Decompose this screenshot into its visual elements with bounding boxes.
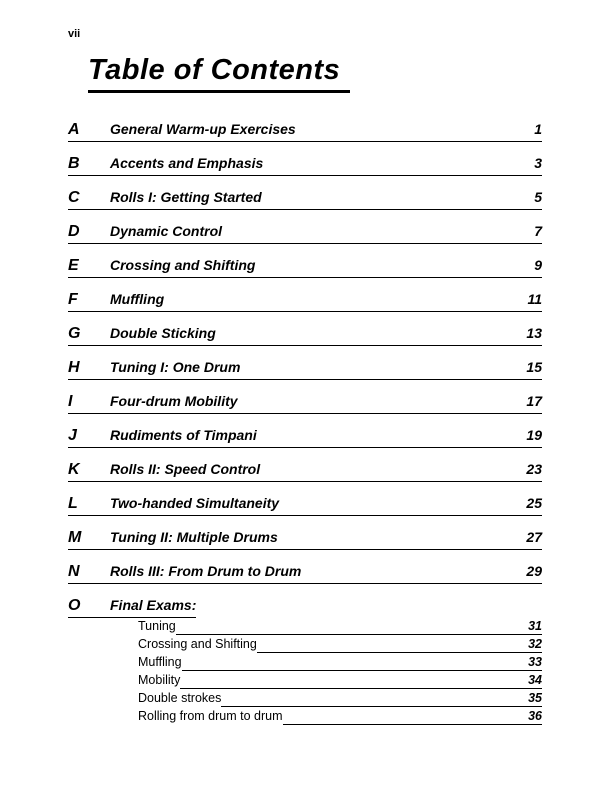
toc-entry-row [68,358,542,380]
toc-entry-letter: D [68,223,80,240]
toc-entry-row [68,290,542,312]
toc-subentry-leader-line [283,709,529,725]
toc-entry-title: Four-drum Mobility [110,393,238,409]
page-title: Table of Contents [88,54,350,93]
toc-entry-title: Final Exams: [110,597,197,613]
toc-subentry-title: Mobility [138,673,181,687]
toc-entry-page-number: 7 [534,223,542,239]
toc-entry-letter: H [68,359,80,376]
toc-entry-letter: K [68,461,80,478]
toc-entry-page-number: 9 [534,257,542,273]
toc-entry-title: Crossing and Shifting [110,257,256,273]
toc-entry-letter: M [68,529,82,546]
toc-subentry-row [138,619,542,635]
toc-entry-page-number: 3 [534,155,542,171]
toc-subentry-page-number: 33 [528,655,542,669]
toc-subentry-page-number: 35 [528,691,542,705]
toc-entry-letter: G [68,325,81,342]
toc-entry-title: Accents and Emphasis [110,155,264,171]
toc-entry-page-number: 15 [526,359,542,375]
toc-subentry-row [138,673,542,689]
toc-entry-letter: E [68,257,79,274]
toc-entry-letter: A [68,121,80,138]
toc-entry-title: Two-handed Simultaneity [110,495,280,511]
toc-subentry-title: Double strokes [138,691,222,705]
toc-main-entries [68,120,542,618]
toc-entry-page-number: 23 [526,461,542,477]
toc-subentry-leader-line [180,673,528,689]
toc-list [68,120,542,727]
toc-subentry-title: Tuning [138,619,176,633]
toc-sub-entries [138,619,542,725]
toc-entry-title: General Warm-up Exercises [110,121,296,137]
toc-entry-page-number: 27 [526,529,542,545]
toc-entry-letter: N [68,563,80,580]
toc-entry-page-number: 11 [527,291,542,307]
toc-entry-row [68,222,542,244]
toc-subentry-page-number: 31 [528,619,542,633]
toc-entry-row [68,392,542,414]
toc-entry-row [68,528,542,550]
toc-subentry-page-number: 36 [528,709,542,723]
toc-subentry-leader-line [176,619,528,635]
toc-entry-row [68,188,542,210]
toc-entry-title: Dynamic Control [110,223,223,239]
toc-subentry-title: Muffling [138,655,182,669]
toc-entry-row [68,562,542,584]
toc-entry-letter: B [68,155,80,172]
toc-entry-title: Muffling [110,291,165,307]
toc-entry-title: Rudiments of Timpani [110,427,257,443]
toc-entry-letter: O [68,597,81,614]
toc-entry-letter: I [68,393,73,410]
toc-subentry-row [138,637,542,653]
toc-entry-page-number: 1 [534,121,542,137]
toc-entry-title: Tuning II: Multiple Drums [110,529,278,545]
toc-entry-page-number: 5 [534,189,542,205]
toc-subentry-title: Crossing and Shifting [138,637,257,651]
toc-entry-row [68,154,542,176]
toc-subentry-row [138,655,542,671]
toc-entry-row [68,460,542,482]
toc-subentry-page-number: 32 [528,637,542,651]
toc-entry-title: Rolls III: From Drum to Drum [110,563,302,579]
toc-subentry-leader-line [257,637,528,653]
toc-entry-page-number: 25 [526,495,542,511]
toc-subentry-row [138,691,542,707]
toc-entry-underline-group [68,596,196,618]
toc-entry-page-number: 13 [526,325,542,341]
toc-entry-row [68,596,542,618]
toc-entry-row [68,120,542,142]
toc-subentry-title: Rolling from drum to drum [138,709,283,723]
toc-subentry-leader-line [182,655,529,671]
toc-subentry-page-number: 34 [528,673,542,687]
toc-entry-title: Double Sticking [110,325,216,341]
toc-entry-title: Tuning I: One Drum [110,359,241,375]
toc-entry-row [68,494,542,516]
toc-subentry-row [138,709,542,725]
toc-entry-row [68,426,542,448]
toc-entry-row [68,256,542,278]
toc-subentry-leader-line [221,691,528,707]
toc-entry-page-number: 29 [526,563,542,579]
toc-entry-letter: J [68,427,77,444]
folio-page-number: vii [68,28,81,40]
toc-entry-row [68,324,542,346]
toc-entry-letter: C [68,189,80,206]
toc-entry-page-number: 17 [526,393,542,409]
toc-entry-letter: F [68,291,78,308]
toc-entry-page-number: 19 [526,427,542,443]
toc-entry-title: Rolls II: Speed Control [110,461,261,477]
toc-entry-letter: L [68,495,78,512]
toc-entry-title: Rolls I: Getting Started [110,189,262,205]
